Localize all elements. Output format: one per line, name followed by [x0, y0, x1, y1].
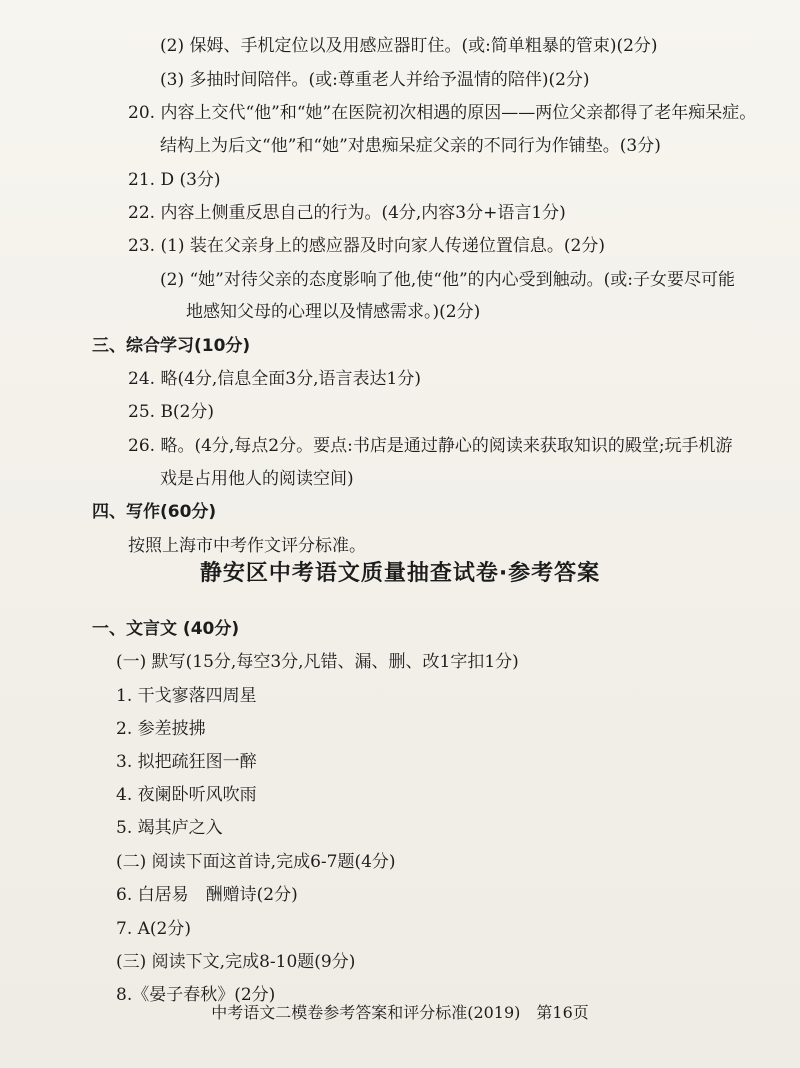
answer-line: 5. 竭其庐之入	[116, 818, 223, 838]
answer-line: 7. A(2分)	[116, 919, 191, 939]
answer-line: (三) 阅读下文,完成8-10题(9分)	[116, 952, 356, 972]
answer-line: 戏是占用他人的阅读空间)	[160, 469, 354, 489]
answer-line: 26. 略。(4分,每点2分。要点:书店是通过静心的阅读来获取知识的殿堂;玩手机游	[128, 436, 733, 456]
answer-line: 24. 略(4分,信息全面3分,语言表达1分)	[128, 369, 421, 389]
answer-line: 23. (1) 装在父亲身上的感应器及时向家人传递位置信息。(2分)	[128, 236, 606, 256]
section-heading: 一、文言文 (40分)	[92, 619, 240, 639]
section-heading: 四、写作(60分)	[92, 502, 217, 522]
answer-line: 结构上为后文“他”和“她”对患痴呆症父亲的不同行为作铺垫。(3分)	[160, 136, 661, 156]
answer-line: (3) 多抽时间陪伴。(或:尊重老人并给予温情的陪伴)(2分)	[160, 70, 590, 90]
answer-line: (一) 默写(15分,每空3分,凡错、漏、删、改1字扣1分)	[116, 652, 519, 672]
answer-line: 按照上海市中考作文评分标准。	[128, 536, 366, 556]
answer-line: 20. 内容上交代“他”和“她”在医院初次相遇的原因——两位父亲都得了老年痴呆症。	[128, 103, 757, 123]
answer-line: 8.《晏子春秋》(2分)	[116, 985, 276, 1005]
answer-line: 地感知父母的心理以及情感需求。)(2分)	[186, 302, 481, 322]
page-footer: 中考语文二模卷参考答案和评分标准(2019) 第16页	[211, 1003, 589, 1022]
answer-line: 25. B(2分)	[128, 402, 215, 422]
answer-line: (2) “她”对待父亲的态度影响了他,使“他”的内心受到触动。(或:子女要尽可能	[160, 270, 736, 290]
section-heading: 三、综合学习(10分)	[92, 336, 251, 356]
page-title: 静安区中考语文质量抽查试卷·参考答案	[199, 561, 601, 586]
answer-line: 4. 夜阑卧听风吹雨	[116, 785, 257, 805]
answer-line: (2) 保姆、手机定位以及用感应器盯住。(或:简单粗暴的管束)(2分)	[160, 36, 658, 56]
answer-line: 2. 参差披拂	[116, 719, 206, 739]
answer-line: 3. 拟把疏狂图一醉	[116, 752, 257, 772]
answer-line: 21. D (3分)	[128, 170, 221, 190]
answer-line: 6. 白居易 酬赠诗(2分)	[116, 885, 298, 905]
answer-line: (二) 阅读下面这首诗,完成6-7题(4分)	[116, 852, 396, 872]
answer-line: 22. 内容上侧重反思自己的行为。(4分,内容3分+语言1分)	[128, 203, 566, 223]
answer-line: 1. 干戈寥落四周星	[116, 686, 257, 706]
